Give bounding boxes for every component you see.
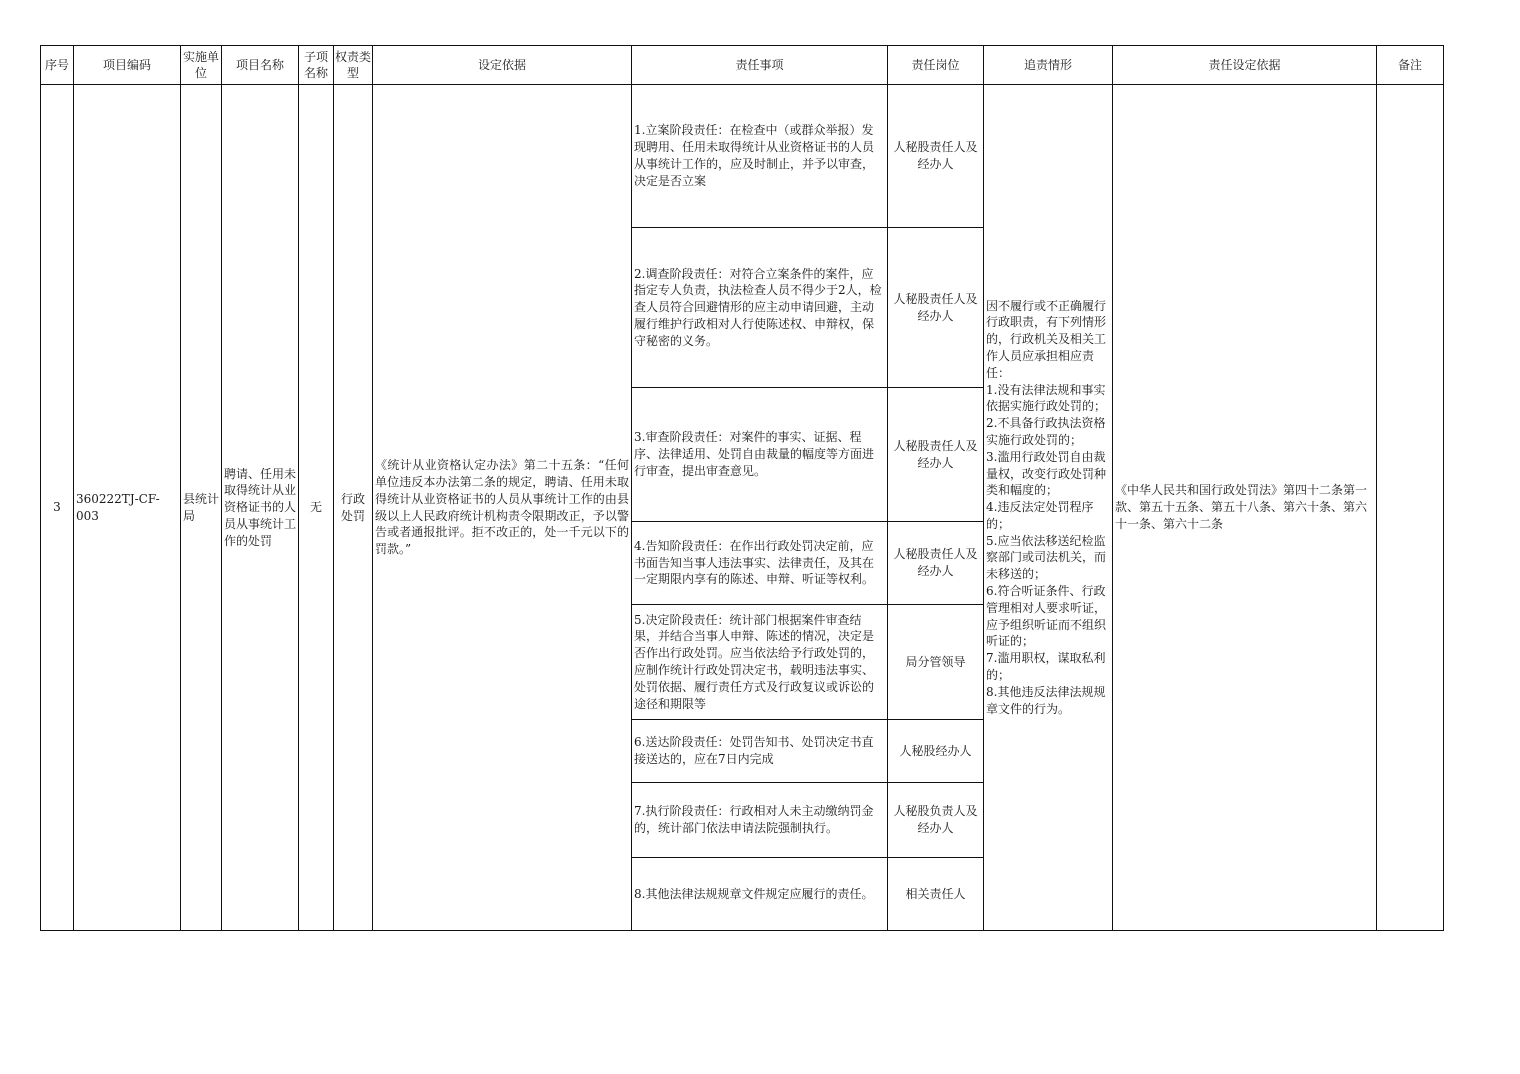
cell-subitem: 无 xyxy=(299,85,334,931)
header-remark: 备注 xyxy=(1377,46,1444,85)
duty-item: 6.送达阶段责任：处罚告知书、处罚决定书直接送达的，应在7日内完成 xyxy=(632,720,888,783)
duty-item: 2.调查阶段责任：对符合立案条件的案件，应指定专人负责，执法检查人员不得少于2人，检查人员符合回避情形的应主动申请回避，主动履行维护行政相对人行使陈述权、申辩权，保守秘密的义务。 xyxy=(632,228,888,388)
duty-item: 7.执行阶段责任：行政相对人未主动缴纳罚金的，统计部门依法申请法院强制执行。 xyxy=(632,783,888,858)
duty-post: 人秘股负责人及经办人 xyxy=(888,783,984,858)
duty-post: 人秘股责任人及经办人 xyxy=(888,522,984,605)
duty-item: 1.立案阶段责任：在检查中（或群众举报）发现聘用、任用未取得统计从业资格证书的人员从事统计工作的，应及时制止，并予以审查，决定是否立案 xyxy=(632,85,888,228)
header-pursue: 追责情形 xyxy=(984,46,1113,85)
cell-code: 360222TJ-CF-003 xyxy=(74,85,181,931)
duty-post: 人秘股责任人及经办人 xyxy=(888,228,984,388)
table-row xyxy=(41,85,1444,228)
cell-unit: 县统计局 xyxy=(181,85,222,931)
duty-post: 人秘股责任人及经办人 xyxy=(888,85,984,228)
header-sub: 子项名称 xyxy=(299,46,334,85)
cell-power-type: 行政处罚 xyxy=(334,85,373,931)
cell-project-name: 聘请、任用未取得统计从业资格证书的人员从事统计工作的处罚 xyxy=(222,85,299,931)
header-row xyxy=(41,46,1444,85)
duty-post: 相关责任人 xyxy=(888,858,984,931)
duty-item: 8.其他法律法规规章文件规定应履行的责任。 xyxy=(632,858,888,931)
header-post: 责任岗位 xyxy=(888,46,984,85)
header-resp-basis: 责任设定依据 xyxy=(1113,46,1377,85)
header-name: 项目名称 xyxy=(222,46,299,85)
duty-item: 3.审查阶段责任：对案件的事实、证据、程序、法律适用、处罚自由裁量的幅度等方面进行审查，提出审查意见。 xyxy=(632,388,888,522)
header-duty: 责任事项 xyxy=(632,46,888,85)
cell-legal-basis: 《统计从业资格认定办法》第二十五条：“任何单位违反本办法第二条的规定，聘请、任用未取得统计从业资格证书的人员从事统计工作的由县级以上人民政府统计机构责令限期改正，予以警告或者通报批评。拒不改正的，处一千元以下的罚款。” xyxy=(373,85,632,931)
duty-post: 局分管领导 xyxy=(888,605,984,720)
header-seq: 序号 xyxy=(41,46,74,85)
duty-post: 人秘股经办人 xyxy=(888,720,984,783)
duty-list-table xyxy=(40,45,1444,931)
cell-accountability: 因不履行或不正确履行行政职责，有下列情形的，行政机关及相关工作人员应承担相应责任： 1.没有法律法规和事实依据实施行政处罚的； 2.不具备行政执法资格实施行政处罚的； 3.滥用行政处罚自由裁量权，改变行政处罚种类和幅度的； 4.违反法定处罚程序的； 5.应当依法移送纪检监察部门或司法机关，而未移送的； 6.符合听证条件、行政管理相对人要求听证，应予组织听证而不组织听证的； 7.滥用职权，谋取私利的； 8.其他违反法律法规规章文件的行为。 xyxy=(984,85,1113,931)
duty-item: 5.决定阶段责任：统计部门根据案件审查结果，并结合当事人申辩、陈述的情况，决定是否作出行政处罚。应当依法给予行政处罚的，应制作统计行政处罚决定书，载明违法事实、处罚依据、履行责任方式及行政复议或诉讼的途径和期限等 xyxy=(632,605,888,720)
duty-item: 4.告知阶段责任：在作出行政处罚决定前，应书面告知当事人违法事实、法律责任，及其在一定期限内享有的陈述、申辩、听证等权利。 xyxy=(632,522,888,605)
header-code: 项目编码 xyxy=(74,46,181,85)
header-type: 权责类型 xyxy=(334,46,373,85)
duty-post: 人秘股责任人及经办人 xyxy=(888,388,984,522)
header-basis: 设定依据 xyxy=(373,46,632,85)
cell-seq: 3 xyxy=(41,85,74,931)
cell-remark xyxy=(1377,85,1444,931)
cell-responsibility-basis: 《中华人民共和国行政处罚法》第四十二条第一款、第五十五条、第五十八条、第六十条、第六十一条、第六十二条 xyxy=(1113,85,1377,931)
header-unit: 实施单位 xyxy=(181,46,222,85)
